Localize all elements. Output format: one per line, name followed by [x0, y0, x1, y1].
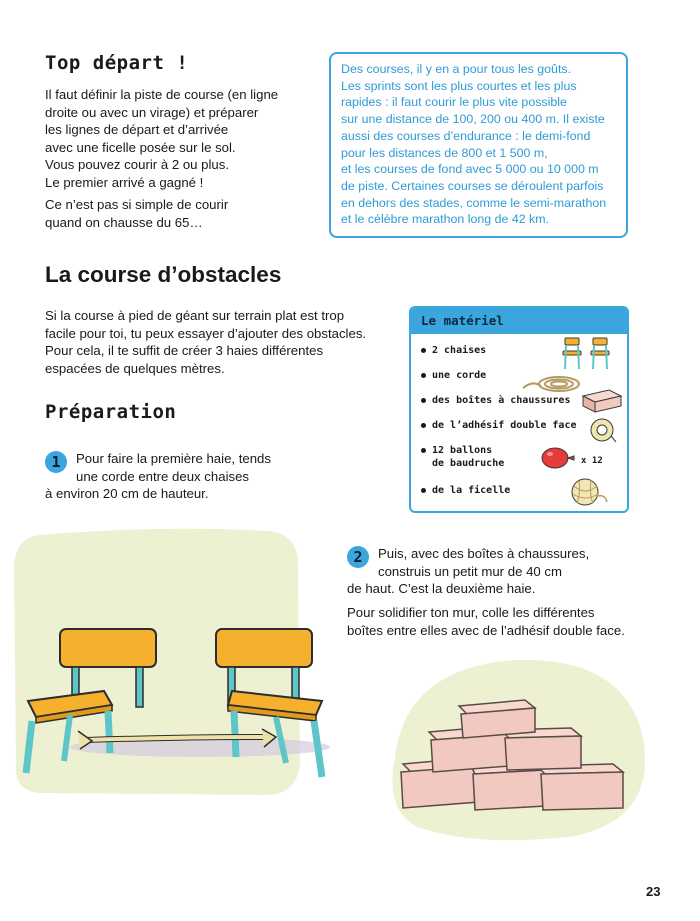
text-line: Des courses, il y en a pour tous les goûts.	[341, 62, 572, 76]
balloon-icon	[537, 445, 577, 475]
top-depart-text	[45, 86, 278, 191]
top-depart-joke	[45, 196, 228, 231]
text-line: une corde entre deux chaises	[76, 468, 250, 484]
step-1-badge: 1	[45, 451, 67, 473]
text-line: de piste. Certaines courses se déroulent parfois	[341, 178, 604, 193]
materiel-item-label: 2 chaises	[432, 345, 487, 356]
step-2-text-bottom	[347, 580, 535, 598]
step-2-extra-text	[347, 604, 625, 639]
text-line: Ce n’est pas si simple de courir	[45, 197, 229, 212]
boxes-illustration	[375, 648, 665, 848]
text-line: Si la course à pied de géant sur terrain plat est trop	[45, 308, 345, 323]
text-line: espacées de quelques mètres.	[45, 360, 225, 376]
text-line: et le célèbre marathon long de 42 km.	[341, 212, 550, 227]
tape-icon	[587, 416, 617, 444]
text-line: Pour cela, il te suffit de créer 3 haies différentes	[45, 343, 324, 358]
materiel-box	[409, 306, 629, 513]
shoebox-icon	[581, 388, 623, 414]
chairs-icon	[559, 336, 619, 372]
text-line: Puis, avec des boîtes à chaussures,	[378, 546, 590, 561]
text-line: aussi des courses d’endurance : le demi-fond	[341, 128, 591, 143]
materiel-title: Le matériel	[421, 313, 504, 328]
materiel-item-label: de la ficelle	[432, 485, 511, 496]
text-line: de haut. C’est la deuxième haie.	[347, 581, 536, 596]
string-ball-icon	[567, 476, 611, 508]
text-line: en dehors des stades, comme le semi-marathon	[341, 195, 607, 210]
text-line: construis un petit mur de 40 cm	[378, 563, 562, 579]
materiel-item	[421, 369, 486, 382]
text-line: droite ou avec un virage) et préparer	[45, 104, 259, 120]
materiel-item	[421, 484, 510, 497]
text-line: sur une distance de 100, 200 ou 400 m. Il existe	[341, 112, 605, 127]
materiel-item-label: de l’adhésif double face	[432, 420, 577, 431]
materiel-item-label: de baudruche	[432, 458, 505, 469]
text-line: pour les distances de 800 et 1 500 m,	[341, 145, 548, 160]
text-line: Pour solidifier ton mur, colle les différentes	[347, 605, 595, 620]
text-line: boîtes entre elles avec de l’adhésif double face.	[347, 622, 625, 638]
balloon-qty: x 12	[581, 456, 603, 466]
step-1-text-bottom	[45, 485, 209, 503]
materiel-item-label: 12 ballons	[432, 445, 493, 456]
materiel-item	[421, 444, 504, 470]
text-line: et les courses de fond avec 5 000 ou 10 000 m	[341, 162, 599, 177]
step-2-text-top	[378, 545, 589, 580]
text-line: Vous pouvez courir à 2 ou plus.	[45, 157, 230, 172]
step-2-badge: 2	[347, 546, 369, 568]
text-line: à environ 20 cm de hauteur.	[45, 486, 209, 501]
text-line: facile pour toi, tu peux essayer d’ajouter des obstacles.	[45, 325, 367, 341]
text-line: les lignes de départ et d’arrivée	[45, 122, 229, 137]
rope-icon	[521, 372, 583, 394]
text-line: Le premier arrivé a gagné !	[45, 174, 204, 190]
page-number: 23	[646, 884, 661, 899]
text-line: Pour faire la première haie, tends	[76, 451, 271, 466]
info-box-text	[341, 61, 606, 228]
materiel-item-label: des boîtes à chaussures	[432, 395, 571, 406]
top-depart-title: Top départ !	[45, 52, 189, 74]
materiel-item	[421, 394, 570, 407]
chairs-illustration	[0, 525, 340, 815]
materiel-item-label: une corde	[432, 370, 487, 381]
intro-text	[45, 307, 366, 377]
text-line: rapides : il faut courir le plus vite possible	[341, 95, 567, 110]
materiel-item	[421, 344, 486, 357]
materiel-item	[421, 419, 577, 432]
page-title: La course d’obstacles	[45, 262, 282, 287]
text-line: avec une ficelle posée sur le sol.	[45, 139, 236, 155]
preparation-title: Préparation	[45, 401, 177, 423]
text-line: Il faut définir la piste de course (en ligne	[45, 87, 279, 102]
text-line: quand on chausse du 65…	[45, 214, 203, 230]
step-1-text-top	[76, 450, 271, 485]
text-line: Les sprints sont les plus courtes et les plus	[341, 78, 577, 93]
